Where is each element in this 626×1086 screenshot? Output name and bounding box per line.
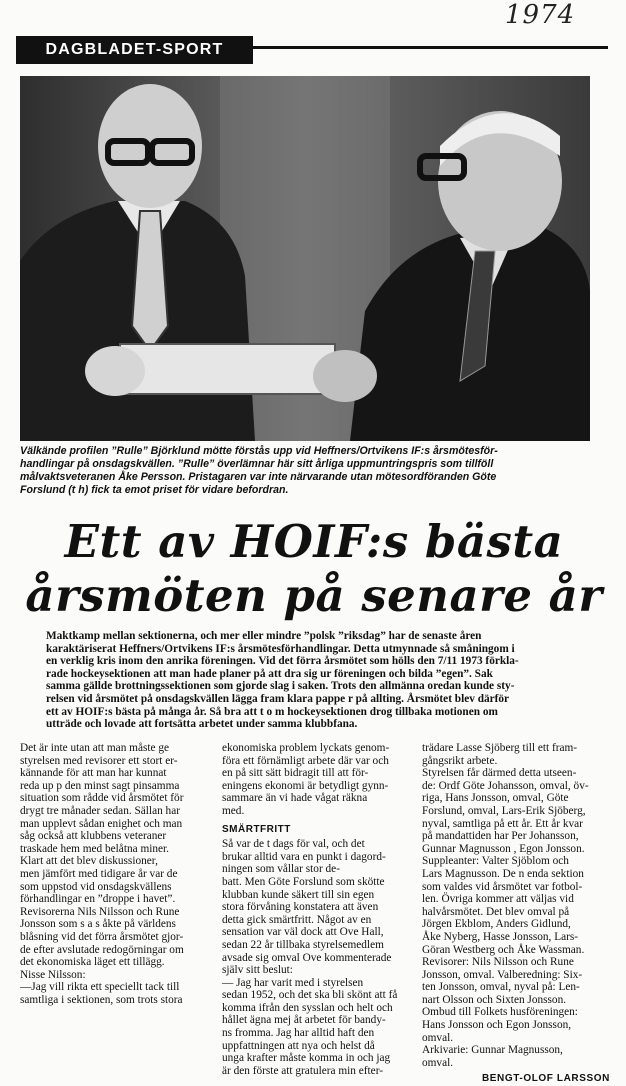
body-line: man upplevt sådan enighet och man (20, 817, 183, 830)
body-line: detta gick smärtfritt. Något av en (222, 913, 372, 926)
body-line: på mandattiden har Per Johansson, (422, 830, 579, 843)
body-line: Arkivarie: Gunnar Magnusson, (422, 1044, 563, 1057)
body-line: Revisorer: Nils Nilsson och Rune (422, 956, 574, 969)
lead-line: karaktäriserat Heffners/Ortvikens IF:s årsmötesförhandlingar. Detta utmynnade så småningom i (46, 642, 515, 655)
body-line: sedan 1952, och det ska bli skönt att få (222, 989, 398, 1002)
body-line: halvårsmötet. Det blev omval på (422, 905, 570, 918)
article-lead (46, 630, 606, 731)
body-line: uppfattningen att nya och helst då (222, 1039, 375, 1052)
caption-line: Forslund (t h) fick ta emot priset för vidare befordran. (20, 484, 289, 496)
body-line: ten Jonsson, omval, nyval på: Len- (422, 981, 580, 994)
body-line: Åke Nyberg, Hasse Jonsson, Lars- (422, 930, 579, 943)
body-line: brukar alltid vara en punkt i dagord- (222, 850, 386, 863)
subheading: SMÄRTFRITT (222, 823, 291, 835)
body-line: föra ett förnämligt arbete där var och (222, 754, 389, 767)
masthead-rule (253, 46, 608, 49)
caption-line: Välkände profilen ”Rulle” Björklund mötte förstås upp vid Heffners/Ortvikens IF:s årsmötesför- (20, 445, 498, 457)
body-line: Forslund, omval, Lars-Erik Sjöberg, (422, 804, 586, 817)
body-line: Gunnar Magnusson , Egon Jonsson. (422, 842, 585, 855)
body-line: riga, Hans Jonsson, omval, Göte (422, 792, 569, 805)
body-column-3 (422, 742, 610, 1086)
body-line: klubban kunde säkert till sin egen (222, 888, 375, 901)
body-line: ns fromma. Jag har alltid haft den (222, 1027, 375, 1040)
body-column-2 (222, 742, 402, 1077)
body-line: sammare än vi hade vågat räkna (222, 792, 368, 805)
handwritten-year: 1974 (505, 0, 576, 30)
body-line: Jörgen Ekblom, Anders Gidlund, (422, 918, 571, 931)
body-line: Klart att det blev diskussioner, (20, 855, 158, 868)
body-line: Jonsson som s a s åkte på världens (20, 918, 176, 931)
body-line: Revisorerna Nils Nilsson och Rune (20, 905, 180, 918)
lead-line: relsen vid årsmötet på onsdagskvällen lägga fram klara pappe r på allting. Årsmötet blev därför (46, 692, 510, 705)
body-line: själv sitt beslut: (222, 964, 293, 977)
body-line: blåsning vid det förra årsmötet gjor- (20, 930, 184, 943)
body-line: komma ifrån den sysslan och helt och (222, 1001, 393, 1014)
body-line: är den förste att gratulera min efter- (222, 1064, 383, 1077)
news-photo (20, 76, 590, 441)
body-line: med. (222, 804, 245, 817)
body-line: såg också att klubbens veteraner (20, 830, 167, 843)
body-line: Göran Westberg och Åke Wassman. (422, 943, 585, 956)
body-line: avsade sig omval Ove kommenterade (222, 951, 392, 964)
body-line: omval. (422, 1056, 454, 1069)
body-line: reda up p den minst sagt pinsamma (20, 779, 180, 792)
lead-line: Maktkamp mellan sektionerna, och mer eller mindre ”polsk ”riksdag” har de senaste åren (46, 630, 482, 642)
body-line: kännande för att man har kunnat (20, 767, 167, 780)
lead-line: ett av HOIF:s bästa på många år. Så bra att t o m hockeysektionen drog tillbaka motionen om (46, 705, 498, 718)
photo-caption (20, 445, 595, 497)
body-line: de efter avslutade redogörningar om (20, 943, 184, 956)
byline: BENGT-OLOF LARSSON (481, 1073, 610, 1085)
body-line: len. Övriga kommer att väljas vid (422, 893, 574, 906)
body-line: batt. Men Göte Forslund som skötte (222, 875, 385, 888)
body-line: hållet ägna mej åt arbetet för bandy- (222, 1014, 386, 1027)
body-line: styrelsen med revisorer ett stort er- (20, 754, 178, 767)
photo-illustration (20, 76, 590, 441)
lead-line: en verklig kris inom den anrika föreningen. Vid det förra årsmötet som hölls den 7/11 1973 förkla- (46, 655, 519, 668)
body-line: drygt tre månader sedan. Sällan har (20, 804, 180, 817)
lead-line: rade hockeysektionen att man hade planer på att dra sig ur föreningen och bilda ”egen”. Sak (46, 667, 493, 680)
body-column-1 (20, 742, 198, 1006)
body-line: Suppleanter: Valter Sjöblom och (422, 855, 569, 868)
body-line: nyval, samtliga på ett år. Ett år kvar (422, 817, 583, 830)
body-line: Lars Magnusson. De n enda sektion (422, 867, 584, 880)
lead-line: samma gällde brottningssektionen som gjorde slag i saken. Trots den allmänna oredan kunde sty- (46, 680, 515, 693)
body-line: de: Ordf Göte Johansson, omval, öv- (422, 779, 589, 792)
body-line: Det är inte utan att man måste ge (20, 742, 169, 754)
body-line: Jonsson, omval. Valberedning: Six- (422, 968, 583, 981)
body-line: det ekonomiska läget ett tillägg. (20, 956, 165, 969)
body-line: Ombud till Folkets husföreningen: (422, 1006, 578, 1019)
body-line: men jämfört med tidigare år var de (20, 867, 178, 880)
headline-line: Ett av HOIF:s bästa (64, 515, 564, 568)
body-line: traskade hem med belåtna miner. (20, 842, 169, 855)
caption-line: målvaktsveteranen Åke Persson. Pristagaren var inte närvarande utan mötesordföranden Göte (20, 471, 497, 483)
body-line: som uppstod vid onsdagskvällens (20, 880, 172, 893)
body-line: Så var de t dags för val, och det (222, 838, 365, 851)
headline-line: årsmöten på senare år (25, 569, 603, 622)
body-line: sensation var väl dock att Ove Hall, (222, 926, 384, 939)
body-line: förhandlingar en ”droppe i havet”. (20, 893, 176, 906)
body-line: situation som rådde vid årsmötet för (20, 792, 184, 805)
lead-line: utträde och lovade att fortsätta arbetet under samma klubbfana. (46, 718, 358, 731)
body-line: stora förvåning konstatera att även (222, 901, 379, 914)
body-line: som valdes vid årsmötet var fotbol- (422, 880, 583, 893)
body-line: en på sitt sätt bidragit till att för- (222, 767, 369, 780)
body-line: ningen som vållar stor de- (222, 863, 340, 876)
body-line: Nisse Nilsson: (20, 968, 86, 981)
body-line: samtliga i sektionen, som trots stora (20, 993, 183, 1006)
body-line: unga krafter måste komma in och jag (222, 1052, 391, 1065)
body-line: omval. (422, 1031, 454, 1044)
body-line: trädare Lasse Sjöberg till ett fram- (422, 742, 578, 754)
body-line: nart Olsson och Sixten Jonsson. (422, 993, 567, 1006)
caption-line: handlingar på onsdagskvällen. ”Rulle” överlämnar här sitt årliga uppmuntringspris som tillföll (20, 458, 494, 470)
body-line: sedan 22 år tillbaka styrelsemedlem (222, 938, 384, 951)
article-headline (14, 515, 614, 623)
body-line: Hans Jonsson och Egon Jonsson, (422, 1019, 572, 1032)
body-line: eningens ekonomi är betydligt gynn- (222, 779, 389, 792)
body-line: gångsrikt arbete. (422, 754, 498, 767)
body-line: —Jag vill rikta ett speciellt tack till (20, 981, 180, 994)
body-line: — Jag har varit med i styrelsen (222, 976, 364, 989)
masthead: DAGBLADET-SPORT (16, 36, 253, 64)
body-line: ekonomiska problem lyckats genom- (222, 742, 390, 754)
body-line: Styrelsen får därmed detta utseen- (422, 767, 577, 780)
